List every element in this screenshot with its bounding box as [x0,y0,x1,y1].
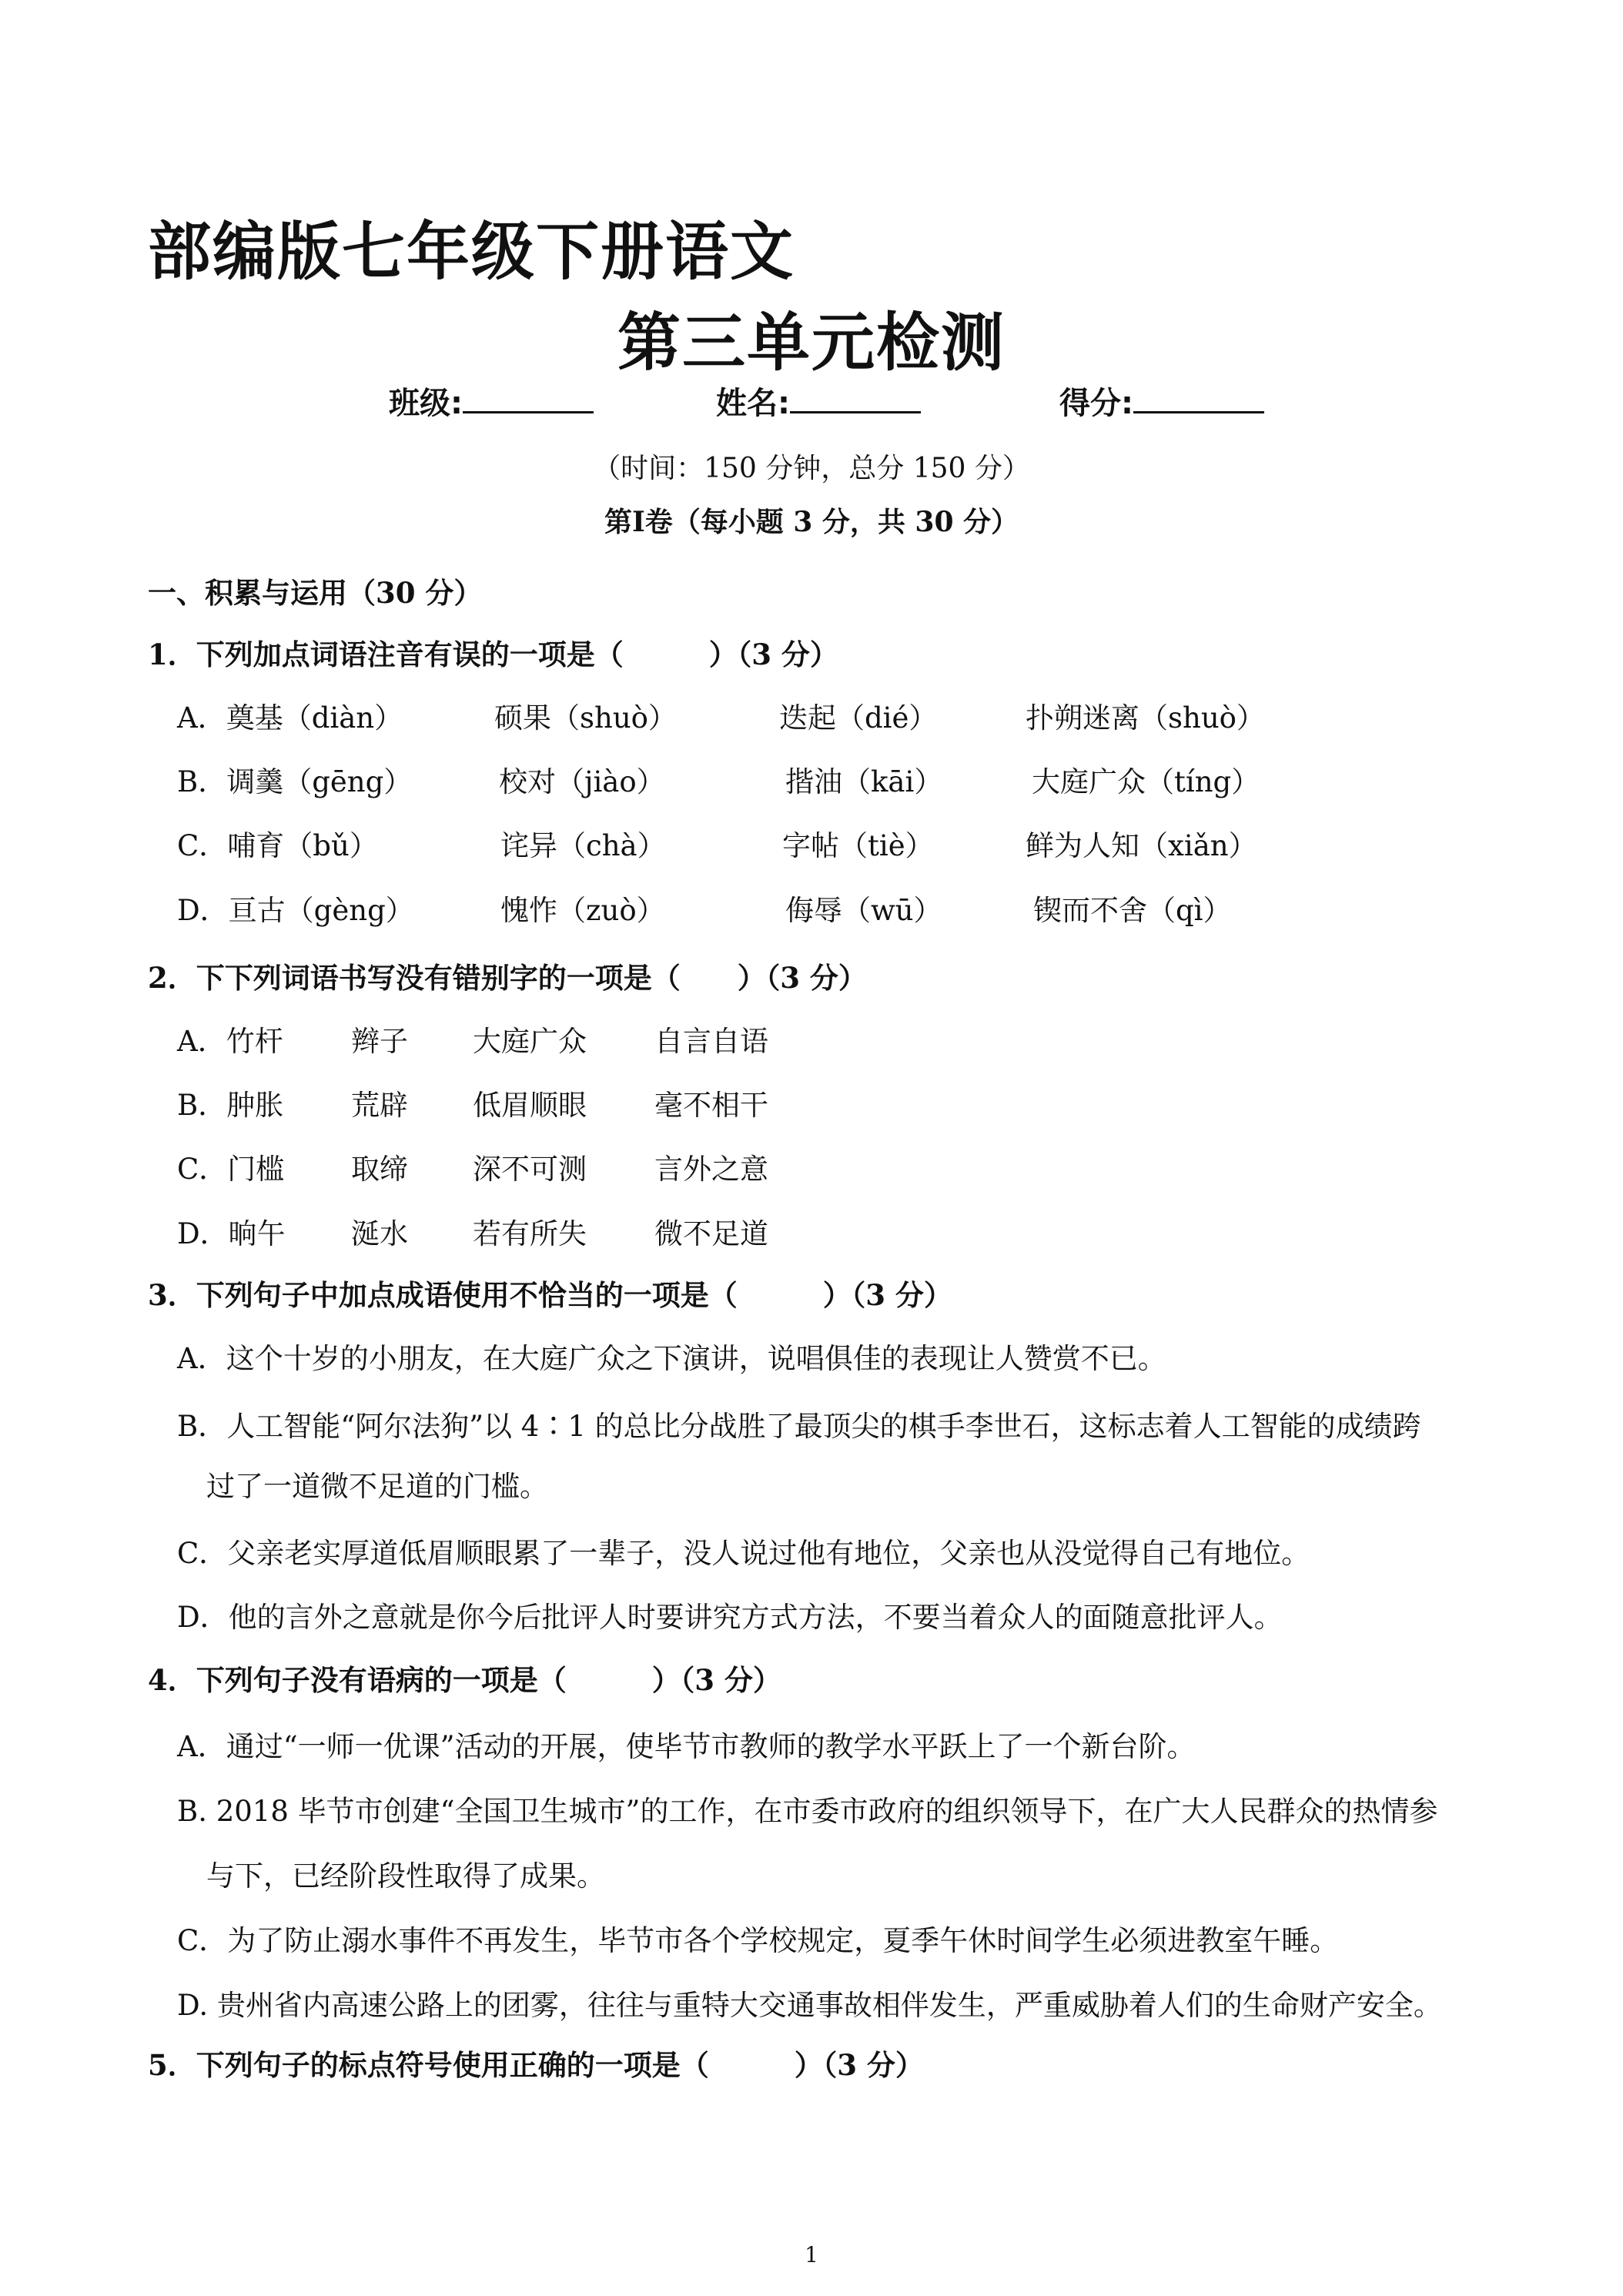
q1-a-item: 扑朔迷离（shuò） [1026,701,1265,735]
class-blank[interactable] [463,385,594,413]
q1-a-item: A．奠基（diàn） [177,701,403,735]
exam-title-line1: 部编版七年级下册语文 [148,216,795,289]
name-blank[interactable] [790,385,921,413]
q1-a-item: 硕果（shuò） [494,701,677,735]
q3-option-a[interactable]: A．这个十岁的小朋友，在大庭广众之下演讲，说唱俱佳的表现让人赞赏不已。 [177,1342,1166,1375]
q2-a-item: A．竹杆 [177,1025,283,1058]
q2-a-item: 大庭广众 [473,1025,587,1058]
time-note: （时间：150 分钟，总分 150 分） [593,453,1030,484]
exam-title-line2: 第三单元检测 [617,306,1006,380]
q2-d-item: 若有所失 [473,1217,587,1250]
score-blank[interactable] [1133,385,1264,413]
q1-c-item: 鲜为人知（xiǎn） [1026,829,1257,862]
name-label: 姓名: [716,386,790,421]
q2-c-item: 取缔 [351,1153,408,1186]
q2-b-item: 荒辟 [351,1089,408,1122]
question-4-stem: 4．下列句子没有语病的一项是（ ）（3 分） [148,1663,781,1697]
q1-d-item: 愧怍（zuò） [500,894,665,927]
q2-b-item: B．肿胀 [177,1089,284,1122]
q1-d-item: 锲而不舍（qì） [1033,894,1232,927]
q4-option-b-continued: 与下，已经阶段性取得了成果。 [206,1859,605,1893]
q2-c-item: C．门槛 [177,1153,285,1186]
q1-b-item: 校对（jiào） [499,765,665,798]
question-3-stem: 3．下列句子中加点成语使用不恰当的一项是（ ）（3 分） [148,1278,952,1312]
q2-c-item: 深不可测 [473,1153,587,1186]
q3-option-c[interactable]: C．父亲老实厚道低眉顺眼累了一辈子，没人说过他有地位，父亲也从没觉得自己有地位。 [177,1537,1310,1570]
q4-option-a[interactable]: A．通过“一师一优课”活动的开展，使毕节市教师的教学水平跃上了一个新台阶。 [177,1730,1196,1763]
score-field [1059,379,1264,423]
q4-option-c[interactable]: C．为了防止溺水事件不再发生，毕节市各个学校规定，夏季午休时间学生必须进教室午睡。 [177,1924,1339,1957]
q2-d-item: 涎水 [351,1217,408,1250]
q3-option-d[interactable]: D．他的言外之意就是你今后批评人时要讲究方式方法，不要当着众人的面随意批评人。 [177,1601,1283,1634]
question-5-stem: 5．下列句子的标点符号使用正确的一项是（ ）（3 分） [148,2048,924,2082]
q2-a-item: 自言自语 [654,1025,768,1058]
q2-d-item: D．晌午 [177,1217,286,1250]
q2-b-item: 低眉顺眼 [473,1089,587,1122]
q3-option-b[interactable]: B．人工智能“阿尔法狗”以 4∶1 的总比分战胜了最顶尖的棋手李世石，这标志着人工智能的成绩跨 [177,1410,1421,1443]
page-number: 1 [805,2242,818,2268]
class-field [389,379,594,423]
q2-b-item: 毫不相干 [654,1089,768,1122]
q1-b-item: B．调羹（gēng） [177,765,413,798]
question-1-stem: 1．下列加点词语注音有误的一项是（ ）（3 分） [148,638,838,671]
question-2-stem: 2．下下列词语书写没有错别字的一项是（ ）（3 分） [148,961,867,995]
volume-heading: 第Ⅰ卷（每小题 3 分，共 30 分） [604,506,1019,538]
q1-c-item: 诧异（chà） [500,829,666,862]
q1-b-item: 大庭广众（tíng） [1032,765,1260,798]
q4-option-d[interactable]: D. 贵州省内高速公路上的团雾，往往与重特大交通事故相伴发生，严重威胁着人们的生命财产安全。 [177,1989,1442,2022]
q1-c-item: C．哺育（bǔ） [177,829,378,862]
q2-d-item: 微不足道 [654,1217,768,1250]
name-field [716,379,921,423]
q1-d-item: 侮辱（wū） [785,894,942,927]
q3-option-b-continued: 过了一道微不足道的门槛。 [206,1470,548,1503]
q1-a-item: 迭起（dié） [779,701,938,735]
q1-c-item: 字帖（tiè） [782,829,934,862]
q1-d-item: D．亘古（gèng） [177,894,414,927]
class-label: 班级: [389,386,463,421]
q2-a-item: 辫子 [351,1025,408,1058]
section-heading: 一、积累与运用（30 分） [148,576,483,610]
q1-b-item: 揩油（kāi） [785,765,943,798]
score-label: 得分: [1059,386,1133,421]
q4-option-b[interactable]: B. 2018 毕节市创建“全国卫生城市”的工作，在市委市政府的组织领导下，在广大人民群众的热情参 [177,1795,1438,1828]
q2-c-item: 言外之意 [654,1153,768,1186]
